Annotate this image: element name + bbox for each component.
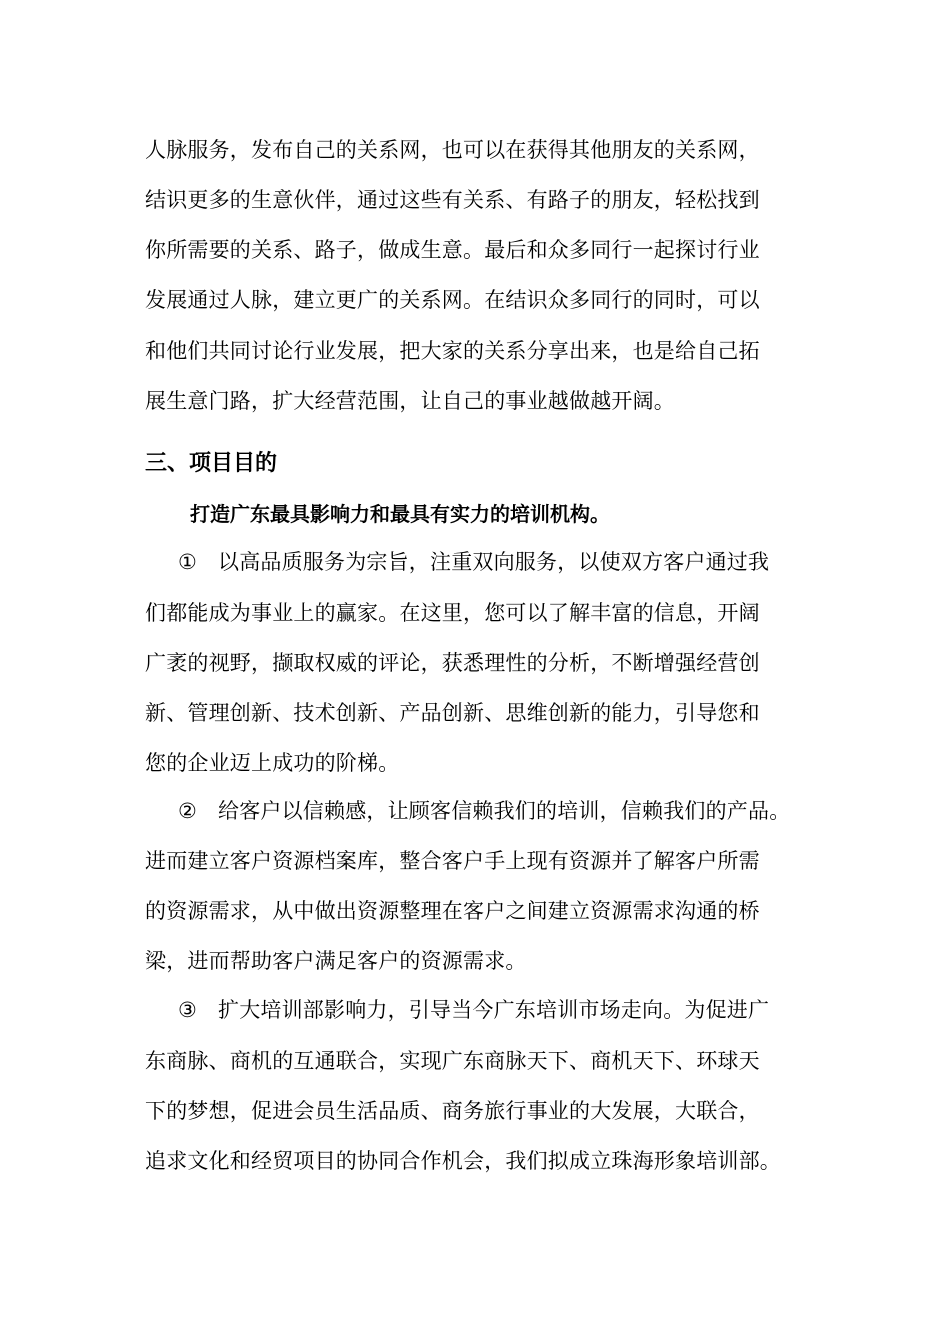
paragraph-line: 展生意门路，扩大经营范围，让自己的事业越做越开阔。 <box>145 389 675 413</box>
item-text: 给客户以信赖感，让顾客信赖我们的培训，信赖我们的产品。 <box>218 799 791 823</box>
list-item-line: 您的企业迈上成功的阶梯。 <box>145 751 400 775</box>
list-item-first-line <box>178 996 769 1024</box>
list-item-first-line <box>178 548 769 576</box>
section-heading: 三、项目目的 <box>145 451 278 476</box>
paragraph-line: 发展通过人脉，建立更广的关系网。在结识众多同行的同时，可以 <box>145 288 760 312</box>
list-item-line: 的资源需求，从中做出资源整理在客户之间建立资源需求沟通的桥 <box>145 899 760 923</box>
list-item-line: 进而建立客户资源档案库，整合客户手上现有资源并了解客户所需 <box>145 849 760 873</box>
list-item-line: 广袤的视野，撷取权威的评论，获悉理性的分析，不断增强经营创 <box>145 651 760 675</box>
paragraph-line: 人脉服务，发布自己的关系网，也可以在获得其他朋友的关系网， <box>145 138 760 162</box>
list-item-line: 下的梦想，促进会员生活品质、商务旅行事业的大发展，大联合， <box>145 1099 760 1123</box>
item-text: 扩大培训部影响力，引导当今广东培训市场走向。为促进广 <box>218 998 770 1022</box>
paragraph-line: 结识更多的生意伙伴，通过这些有关系、有路子的朋友，轻松找到 <box>145 188 760 212</box>
section-subheading: 打造广东最具影响力和最具有实力的培训机构。 <box>190 502 610 526</box>
list-item-line: 东商脉、商机的互通联合，实现广东商脉天下、商机天下、环球天 <box>145 1049 760 1073</box>
paragraph-line: 你所需要的关系、路子，做成生意。最后和众多同行一起探讨行业 <box>145 238 760 262</box>
paragraph-line: 和他们共同讨论行业发展，把大家的关系分享出来，也是给自己拓 <box>145 339 760 363</box>
list-item-line: 新、管理创新、技术创新、产品创新、思维创新的能力，引导您和 <box>145 701 760 725</box>
item-marker: ② <box>178 799 198 823</box>
item-text: 以高品质服务为宗旨，注重双向服务，以使双方客户通过我 <box>218 550 770 574</box>
list-item-first-line <box>178 797 790 825</box>
item-marker: ① <box>178 550 198 574</box>
list-item-line: 们都能成为事业上的赢家。在这里，您可以了解丰富的信息，开阔 <box>145 601 760 625</box>
item-marker: ③ <box>178 998 198 1022</box>
list-item-line: 梁，进而帮助客户满足客户的资源需求。 <box>145 949 527 973</box>
list-item-line: 追求文化和经贸项目的协同合作机会，我们拟成立珠海形象培训部。 <box>145 1149 781 1173</box>
